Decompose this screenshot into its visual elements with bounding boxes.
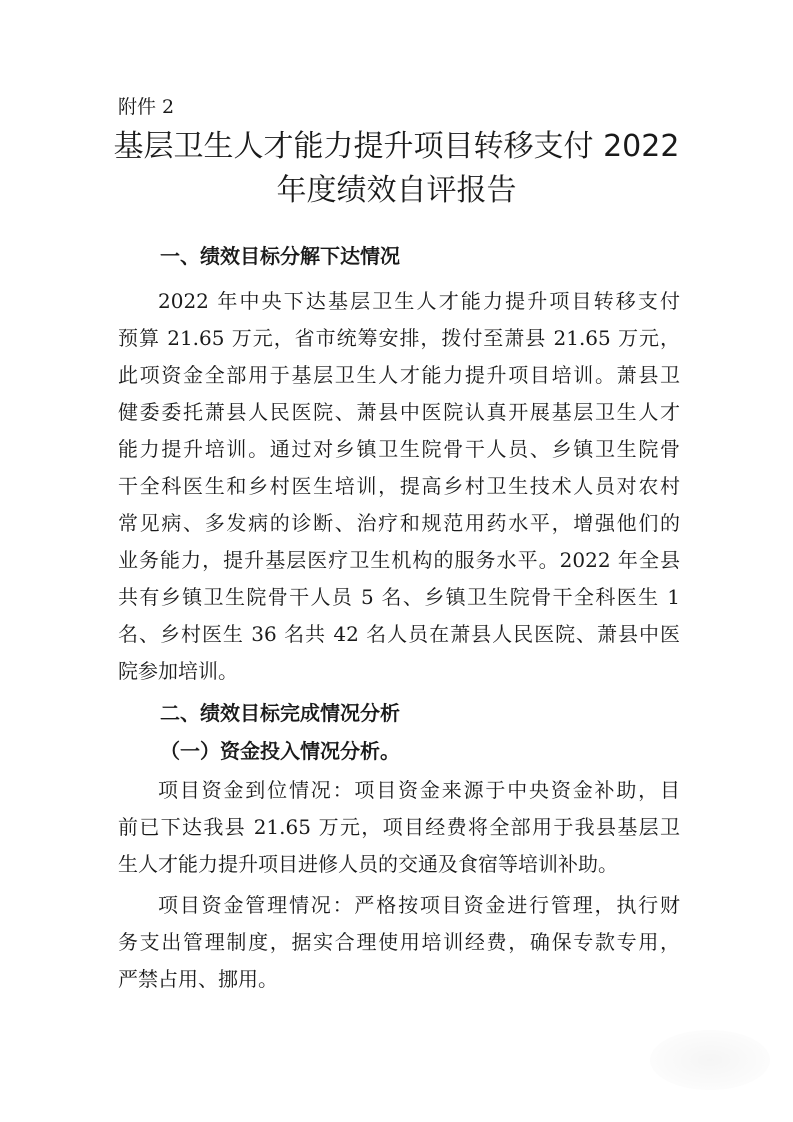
funds-management-line: 务支出管理制度，据实合理使用培训经费，确保专款专用， [118,930,680,954]
section1-line: 预算 21.65 万元，省市统筹安排，拨付至萧县 21.65 万元， [118,326,680,350]
section1-line: 院参加培训。 [118,659,238,683]
section2-heading: 二、绩效目标完成情况分析 [160,701,400,725]
document-title-line-1: 基层卫生人才能力提升项目转移支付 2022 [113,129,680,164]
section1-line: 名、乡村医生 36 名共 42 名人员在萧县人民医院、萧县中医 [118,622,680,646]
funds-management-line: 严禁占用、挪用。 [118,967,278,991]
section1-line: 共有乡镇卫生院骨干人员 5 名、乡镇卫生院骨干全科医生 1 [118,585,680,609]
section1-line: 能力提升培训。通过对乡镇卫生院骨干人员、乡镇卫生院骨 [118,437,680,461]
section1-line: 干全科医生和乡村医生培训，提高乡村卫生技术人员对农村 [118,474,680,498]
section1-heading: 一、绩效目标分解下达情况 [160,244,400,268]
attachment-label: 附件 2 [118,96,175,118]
section1-line: 2022 年中央下达基层卫生人才能力提升项目转移支付 [158,289,680,313]
funds-arrival-line: 生人才能力提升项目进修人员的交通及食宿等培训补助。 [118,852,618,876]
funds-management-line: 项目资金管理情况：严格按项目资金进行管理，执行财 [158,893,680,917]
section1-line: 常见病、多发病的诊断、治疗和规范用药水平，增强他们的 [118,511,680,535]
section1-line: 健委委托萧县人民医院、萧县中医院认真开展基层卫生人才 [118,400,680,424]
section1-line: 此项资金全部用于基层卫生人才能力提升项目培训。萧县卫 [118,363,680,387]
scan-smudge [650,1030,770,1090]
document-title-line-2: 年度绩效自评报告 [276,173,517,208]
section2-subheading-1: （一）资金投入情况分析。 [160,739,400,763]
funds-arrival-line: 项目资金到位情况：项目资金来源于中央资金补助，目 [158,778,680,802]
section1-line: 业务能力，提升基层医疗卫生机构的服务水平。2022 年全县 [118,548,680,572]
funds-arrival-line: 前已下达我县 21.65 万元，项目经费将全部用于我县基层卫 [118,815,680,839]
